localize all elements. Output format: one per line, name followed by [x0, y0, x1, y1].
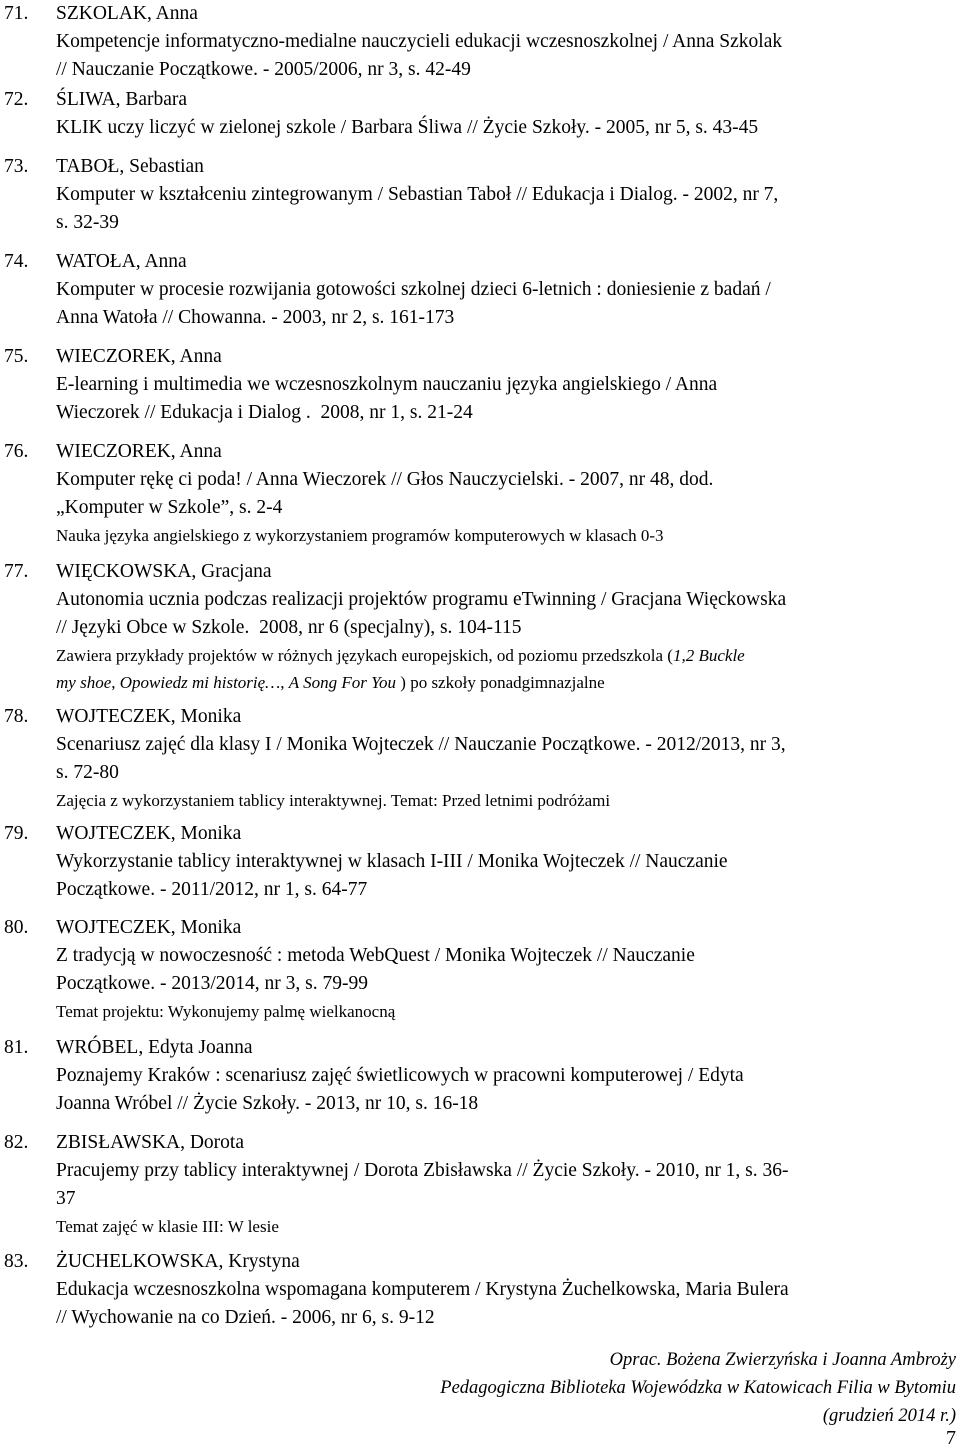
entry-title-line: // Nauczanie Początkowe. - 2005/2006, nr 3, s. 42-49: [56, 59, 471, 80]
bibliography-entry: [0, 703, 960, 814]
entry-body: [56, 703, 952, 814]
entry-author: ŚLIWA, Barbara: [56, 89, 188, 110]
entry-number: 83.: [4, 1251, 29, 1272]
entry-title-line: Wykorzystanie tablicy interaktywnej w klasach I-III / Monika Wojteczek // Nauczanie: [56, 851, 728, 872]
entry-title-line: „Komputer w Szkole”, s. 2-4: [56, 497, 283, 518]
entry-number: 80.: [4, 917, 29, 938]
bibliography-entry: [0, 820, 960, 904]
entry-annotation: Zajęcia z wykorzystaniem tablicy interaktywnej. Temat: Przed letnimi podróżami: [56, 791, 611, 810]
entry-body: [56, 914, 952, 1025]
entry-author: WRÓBEL, Edyta Joanna: [56, 1037, 253, 1058]
entry-body: [56, 438, 952, 549]
entry-title-line: Komputer w kształceniu zintegrowanym / Sebastian Taboł // Edukacja i Dialog. - 2002, nr 7,: [56, 184, 779, 205]
entry-author: SZKOLAK, Anna: [56, 3, 198, 24]
entry-author: ŻUCHELKOWSKA, Krystyna: [56, 1251, 300, 1272]
entry-author: TABOŁ, Sebastian: [56, 156, 204, 177]
entry-author: WIECZOREK, Anna: [56, 346, 222, 367]
entry-title-line: Scenariusz zajęć dla klasy I / Monika Wojteczek // Nauczanie Początkowe. - 2012/2013, nr 3,: [56, 734, 786, 755]
entry-title-line: Początkowe. - 2011/2012, nr 1, s. 64-77: [56, 879, 368, 900]
bibliography-entry: [0, 1034, 960, 1118]
entry-number: 79.: [4, 823, 29, 844]
entry-number: 81.: [4, 1037, 29, 1058]
entry-author: WOJTECZEK, Monika: [56, 823, 242, 844]
entry-title-line: Komputer rękę ci poda! / Anna Wieczorek // Głos Nauczycielski. - 2007, nr 48, dod.: [56, 469, 714, 490]
bibliography-entry: [0, 558, 960, 696]
entry-number: 82.: [4, 1132, 29, 1153]
entry-annotation: my shoe, Opowiedz mi historię…, A Song For You ) po szkoły ponadgimnazjalne: [56, 673, 605, 692]
entry-number: 73.: [4, 156, 29, 177]
bibliography-entry: [0, 1248, 960, 1332]
entry-annotation: Zawiera przykłady projektów w różnych językach europejskich, od poziomu przedszkola (1,2 Buckle: [56, 646, 745, 665]
entry-number: 77.: [4, 561, 29, 582]
entry-title-line: Kompetencje informatyczno-medialne nauczycieli edukacji wczesnoszkolnej / Anna Szkolak: [56, 31, 783, 52]
entry-body: [56, 343, 952, 427]
page-number: 7: [946, 1427, 956, 1449]
entry-title-line: Anna Watoła // Chowanna. - 2003, nr 2, s. 161-173: [56, 307, 455, 328]
entry-number: 72.: [4, 89, 29, 110]
bibliography-entry: [0, 248, 960, 332]
entry-author: WIECZOREK, Anna: [56, 441, 222, 462]
bibliography-entry: [0, 0, 960, 84]
entry-body: [56, 248, 952, 332]
entry-body: [56, 1248, 952, 1332]
entry-title-line: 37: [56, 1188, 76, 1209]
entry-title-line: KLIK uczy liczyć w zielonej szkole / Barbara Śliwa // Życie Szkoły. - 2005, nr 5, s. 43-45: [56, 117, 759, 138]
entry-title-line: Wieczorek // Edukacja i Dialog . 2008, nr 1, s. 21-24: [56, 402, 473, 423]
bibliography-entry: [0, 153, 960, 237]
bibliography-entry: [0, 914, 960, 1025]
entry-body: [56, 153, 952, 237]
entry-number: 71.: [4, 3, 29, 24]
entry-annotation: Temat zajęć w klasie III: W lesie: [56, 1217, 279, 1236]
entry-title-line: Z tradycją w nowoczesność : metoda WebQuest / Monika Wojteczek // Nauczanie: [56, 945, 695, 966]
entry-body: [56, 0, 952, 84]
entry-body: [56, 86, 952, 142]
entry-title-line: E-learning i multimedia we wczesnoszkolnym nauczaniu języka angielskiego / Anna: [56, 374, 718, 395]
entry-title-line: Edukacja wczesnoszkolna wspomagana komputerem / Krystyna Żuchelkowska, Maria Bulera: [56, 1279, 789, 1300]
entry-title-line: Poznajemy Kraków : scenariusz zajęć świetlicowych w pracowni komputerowej / Edyta: [56, 1065, 744, 1086]
bibliography-entry: [0, 86, 960, 142]
entry-title-line: Początkowe. - 2013/2014, nr 3, s. 79-99: [56, 973, 368, 994]
entry-annotation: Nauka języka angielskiego z wykorzystaniem programów komputerowych w klasach 0-3: [56, 526, 664, 545]
entry-author: WATOŁA, Anna: [56, 251, 187, 272]
entry-title-line: // Języki Obce w Szkole. 2008, nr 6 (specjalny), s. 104-115: [56, 617, 522, 638]
entry-body: [56, 1034, 952, 1118]
entry-body: [56, 820, 952, 904]
entry-title-line: s. 32-39: [56, 212, 119, 233]
entry-title-line: Komputer w procesie rozwijania gotowości szkolnej dzieci 6-letnich : doniesienie z badań /: [56, 279, 771, 300]
entry-title-line: Joanna Wróbel // Życie Szkoły. - 2013, nr 10, s. 16-18: [56, 1093, 479, 1114]
entry-number: 74.: [4, 251, 29, 272]
entry-annotation: Temat projektu: Wykonujemy palmę wielkanocną: [56, 1002, 396, 1021]
entry-author: WOJTECZEK, Monika: [56, 706, 242, 727]
entry-title-line: s. 72-80: [56, 762, 119, 783]
entry-number: 76.: [4, 441, 29, 462]
footer-date-line: (grudzień 2014 r.): [822, 1406, 956, 1426]
entry-author: WOJTECZEK, Monika: [56, 917, 242, 938]
entry-author: WIĘCKOWSKA, Gracjana: [56, 561, 272, 582]
footer-library-line: Pedagogiczna Biblioteka Wojewódzka w Katowicach Filia w Bytomiu: [440, 1378, 956, 1398]
entry-title-line: // Wychowanie na co Dzień. - 2006, nr 6, s. 9-12: [56, 1307, 435, 1328]
entry-number: 78.: [4, 706, 29, 727]
bibliography-entry: [0, 343, 960, 427]
bibliography-entry: [0, 438, 960, 549]
bibliography-entry: [0, 1129, 960, 1240]
entry-number: 75.: [4, 346, 29, 367]
entry-body: [56, 558, 952, 696]
entry-body: [56, 1129, 952, 1240]
entry-title-line: Pracujemy przy tablicy interaktywnej / Dorota Zbisławska // Życie Szkoły. - 2010, nr 1, s. 36-: [56, 1160, 789, 1181]
entry-author: ZBISŁAWSKA, Dorota: [56, 1132, 245, 1153]
footer-author-line: Oprac. Bożena Zwierzyńska i Joanna Ambroży: [609, 1350, 956, 1370]
footer-credits: [440, 1346, 956, 1430]
entry-title-line: Autonomia ucznia podczas realizacji projektów programu eTwinning / Gracjana Więckowska: [56, 589, 787, 610]
